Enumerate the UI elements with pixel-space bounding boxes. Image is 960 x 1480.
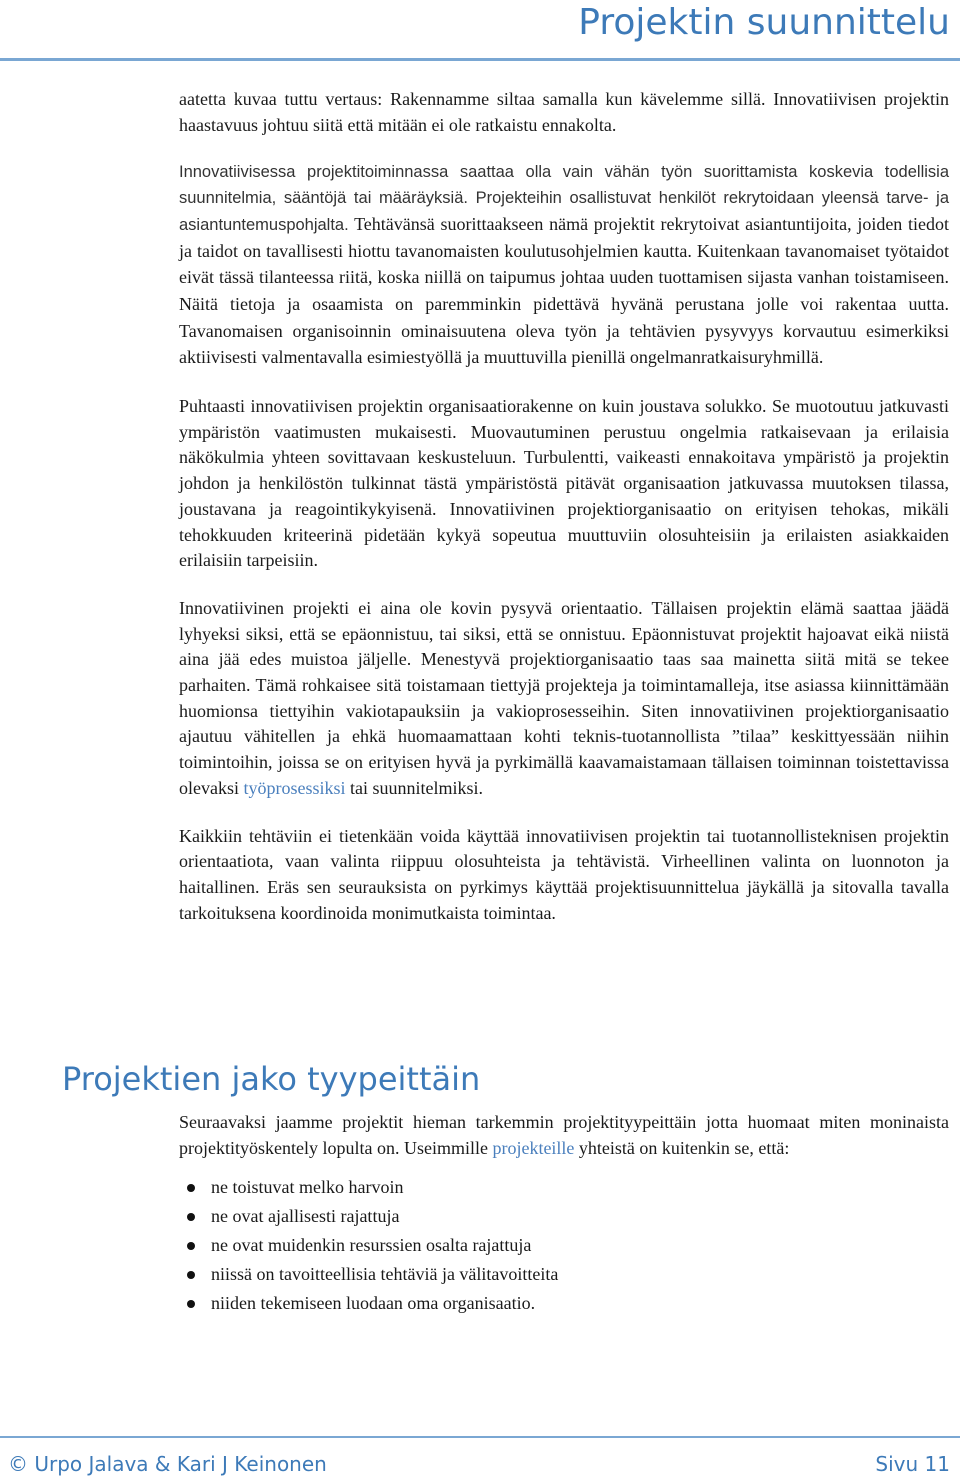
- bullet-icon: [187, 1242, 195, 1250]
- paragraph-4: [179, 596, 949, 802]
- page-header-title: Projektin suunnittelu: [578, 2, 950, 43]
- list-item: [179, 1260, 949, 1289]
- footer-divider: [0, 1436, 960, 1438]
- paragraph-5: Kaikkiin tehtäviin ei tietenkään voida käyttää innovatiivisen projektin tai tuotannollisteknisen projektin orientaatiota, vaan valinta riippuu olosuhteista ja tehtävistä. Virheellinen valinta on luonnoton ja haitallinen. Eräs sen seurauksista on pyrkimys käyttää projektisuunnittelua jäykällä ja sitovalla tavalla tarkoituksena koordinoida monimutkaista toimintaa.: [179, 825, 949, 923]
- paragraph-3: Puhtaasti innovatiivisen projektin organisaatiorakenne on kuin joustava solukko. Se muotoutuu jatkuvasti ympäristön vaatimusten mukaisesti. Muovautuminen perustuu ongelmia ratkaisevaan ja erilaisia näkökulmia yhteen sovittavaan keskusteluun. Turbulentti, vaikeasti ennakoitava ympäristö ja projektin johdon ja henkilöstön tulkinnat tästä ympäristöstä pitävät organisaation jatkuvassa muutoksen tilassa, joustavana ja reagointikykyisenä. Innovatiivinen projektiorganisaatio on erityisen tehokas, mikäli tehokkuuden kriteerinä pidetään kykyä sopeutua muuttuviin olosuhteisiin ja erilaisten asiakkaiden erilaisiin tarpeisiin.: [179, 396, 949, 571]
- list-item: [179, 1173, 949, 1202]
- list-item: [179, 1289, 949, 1318]
- footer-copyright: © Urpo Jalava & Kari J Keinonen: [8, 1452, 327, 1476]
- intro-text-after: yhteistä on kuitenkin se, että:: [574, 1137, 790, 1158]
- projekteille-link[interactable]: projekteille: [492, 1137, 575, 1158]
- list-item-text: ne toistuvat melko harvoin: [211, 1177, 404, 1198]
- list-item: [179, 1202, 949, 1231]
- section-2-content: [179, 1110, 949, 1318]
- main-content: [179, 87, 949, 948]
- paragraph-2: [179, 160, 949, 372]
- paragraph-4-text-after: tai suunnitelmiksi.: [345, 777, 484, 798]
- paragraph-1: aatetta kuvaa tuttu vertaus: Rakennamme siltaa samalla kun kävelemme sillä. Innovatiivisen projektin haastavuus johtuu siitä että mitään ei ole ratkaistu ennakolta.: [179, 89, 949, 135]
- footer-page-number: Sivu 11: [875, 1452, 950, 1476]
- section-heading: Projektien jako tyypeittäin: [62, 1060, 481, 1098]
- section-2-intro: [179, 1110, 949, 1161]
- paragraph-2-serif-text: Tehtävänsä suorittaakseen nämä projektit rekrytoivat asiantuntijoita, joiden tiedot ja taidot on tavallisesti hiottu tavanomaisten koulutusohjelmien kautta. Kuitenkaan tavanomaiset työtaidot eivät tässä tilanteessa riitä, koska niillä on taipumus johtaa uuden tuottamisen sijasta vanhan toistamiseen. Näitä tietoja ja osaamista on paremminkin pidettävä hyvänä perustana jolle voi rakentaa uutta. Tavanomaisen organisoinnin ominaisuutena oleva työn ja tehtävien pysyvyys korvautuu esimerkiksi aktiivisesti valmentavalla esimiestyöllä ja muuttuvilla pienillä ongelmanratkaisuryhmillä.: [179, 213, 949, 368]
- list-item-text: niissä on tavoitteellisia tehtäviä ja välitavoitteita: [211, 1264, 559, 1285]
- list-item-text: ne ovat ajallisesti rajattuja: [211, 1206, 400, 1227]
- tyoprosessiksi-link[interactable]: työprosessiksi: [243, 777, 346, 798]
- bullet-icon: [187, 1300, 195, 1308]
- list-item-text: niiden tekemiseen luodaan oma organisaatio.: [211, 1293, 536, 1314]
- paragraph-2-sans-text: Innovatiivisessa projektitoiminnassa saattaa olla vain vähän työn suorittamista koskevia todellisia suunnitelmia, sääntöjä tai määräyksiä. Projekteihin osallistuvat henkilöt rekrytoidaan yleensä tarve- ja asiantuntemuspohjalta.: [179, 163, 949, 234]
- header-divider: [0, 58, 960, 61]
- bullet-icon: [187, 1184, 195, 1192]
- project-characteristics-list: [179, 1173, 949, 1318]
- bullet-icon: [187, 1271, 195, 1279]
- bullet-icon: [187, 1213, 195, 1221]
- list-item-text: ne ovat muidenkin resurssien osalta rajattuja: [211, 1235, 532, 1256]
- list-item: [179, 1231, 949, 1260]
- intro-text-before: Seuraavaksi jaamme projektit hieman tarkemmin projektityypeittäin jotta huomaat miten moninaista projektityöskentely lopulta on. Useimmille: [179, 1112, 949, 1158]
- paragraph-4-text-before: Innovatiivinen projekti ei aina ole kovin pysyvä orientaatio. Tällaisen projektin elämä saattaa jäädä lyhyeksi siksi, että se epäonnistuu, tai siksi, että se onnistuu. Epäonnistuvat projektit hajoavat eikä niistä aina jää edes muistoa jäljelle. Menestyvä projektiorganisaatio taas saa mainetta siitä mitä se tekee parhaiten. Tämä rohkaisee sitä toistamaan tiettyjä projekteja ja toimintamalleja, itse asiassa kiinnittämään huomionsa tiettyihin vakiotapauksiin ja vakioprosesseihin. Siten innovatiivinen projektiorganisaatio ajautuu vähitellen ja ehkä huomaamattaan kohti teknis-tuotannollista ”tilaa” keskittyessään niihin toimintoihin, joissa se on erityisen hyvä ja pyrkimällä kaavamaistamaan tällaisen toiminnan toistettavissa olevaksi: [179, 597, 949, 798]
